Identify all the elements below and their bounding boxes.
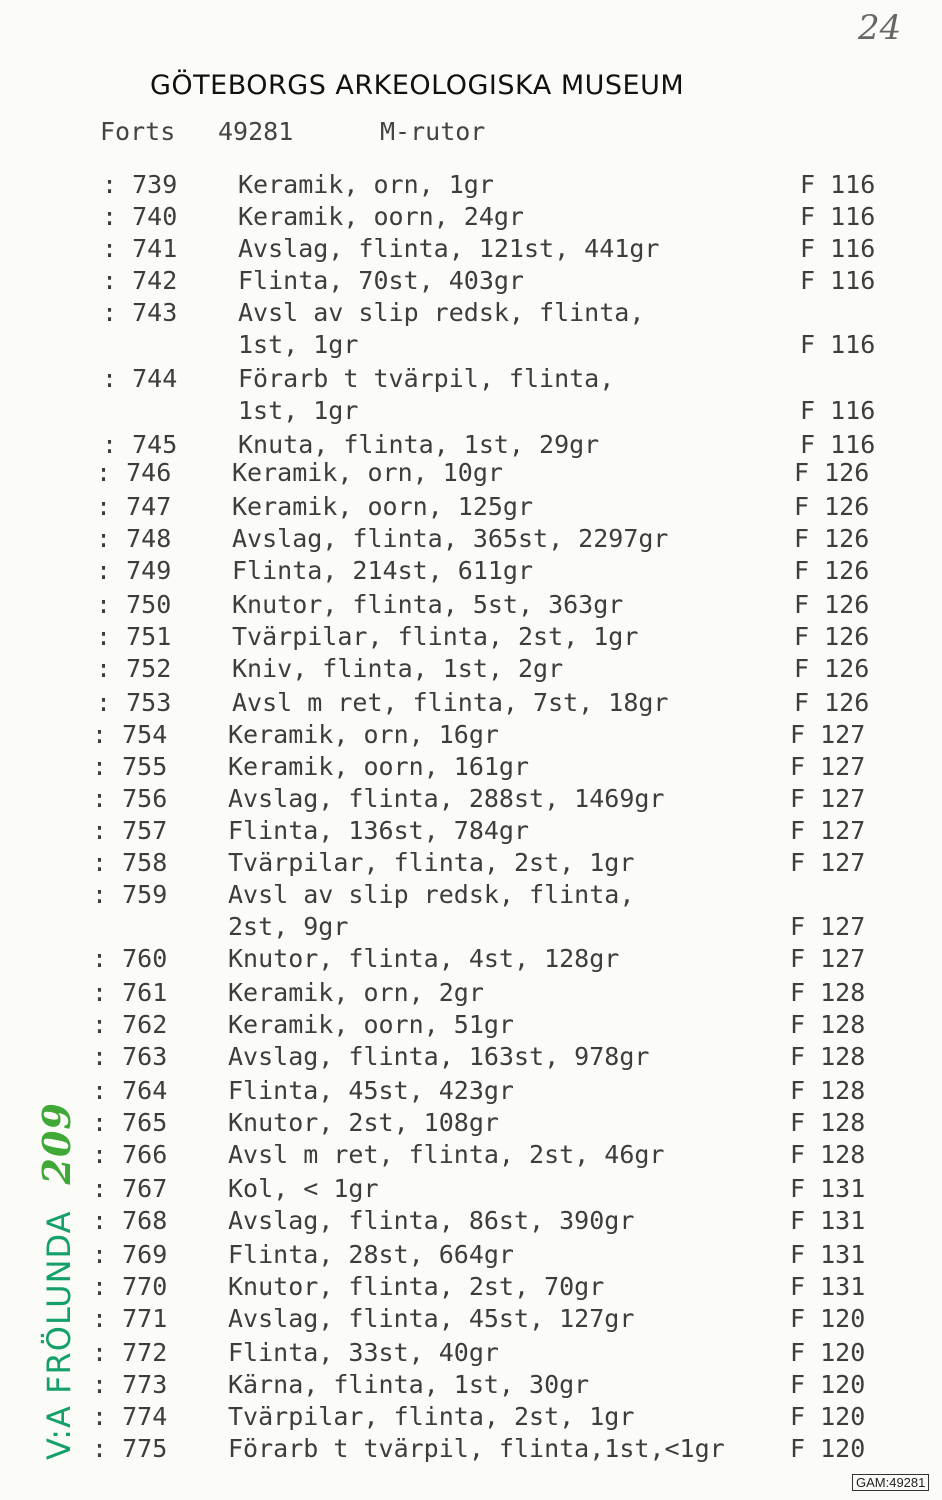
site-name: V:A FRÖLUNDA	[40, 1210, 78, 1460]
entry-number: : 772	[92, 1338, 168, 1367]
entry-number: : 758	[92, 848, 168, 877]
entry-shelf: F 126	[794, 524, 870, 553]
entry-description: Avslag, flinta, 163st, 978gr	[228, 1042, 650, 1071]
inventory-number: 49281	[218, 117, 294, 146]
entry-number: : 764	[92, 1076, 168, 1105]
entry-number: : 775	[92, 1434, 168, 1463]
entry-description: Tvärpilar, flinta, 2st, 1gr	[228, 848, 635, 877]
entry-shelf: F 127	[790, 784, 866, 813]
entry-number: : 762	[92, 1010, 168, 1039]
entry-description: Knutor, flinta, 4st, 128gr	[228, 944, 620, 973]
entry-number: : 769	[92, 1240, 168, 1269]
entry-number: : 739	[102, 170, 178, 199]
entry-number: : 742	[102, 266, 178, 295]
forts-label: Forts	[100, 117, 176, 146]
entry-row	[0, 330, 942, 362]
entry-description: Keramik, orn, 10gr	[232, 458, 503, 487]
entry-description: Avsl m ret, flinta, 7st, 18gr	[232, 688, 669, 717]
entry-description: Avsl av slip redsk, flinta,	[228, 880, 635, 909]
site-label	[34, 1102, 79, 1460]
entry-shelf: F 120	[790, 1402, 866, 1431]
entry-row	[0, 720, 942, 752]
entry-description: Avslag, flinta, 86st, 390gr	[228, 1206, 635, 1235]
entry-row	[0, 688, 942, 720]
entry-number: : 748	[96, 524, 172, 553]
entry-number: : 760	[92, 944, 168, 973]
entry-description: Flinta, 214st, 611gr	[232, 556, 534, 585]
entry-description: Avsl av slip redsk, flinta,	[238, 298, 645, 327]
entry-description: Kol, < 1gr	[228, 1174, 379, 1203]
entry-shelf: F 126	[794, 458, 870, 487]
entry-description: Keramik, oorn, 125gr	[232, 492, 534, 521]
entry-row	[0, 1174, 942, 1206]
entry-number: : 759	[92, 880, 168, 909]
entry-row	[0, 170, 942, 202]
entry-row	[0, 396, 942, 428]
entry-shelf: F 127	[790, 848, 866, 877]
entry-shelf: F 128	[790, 1108, 866, 1137]
entry-number: : 752	[96, 654, 172, 683]
entry-row	[0, 590, 942, 622]
entry-shelf: F 131	[790, 1206, 866, 1235]
entry-number: : 773	[92, 1370, 168, 1399]
entry-number: : 761	[92, 978, 168, 1007]
entry-row	[0, 524, 942, 556]
entry-description: Keramik, oorn, 24gr	[238, 202, 524, 231]
entry-number: : 757	[92, 816, 168, 845]
entry-row	[0, 622, 942, 654]
entry-shelf: F 126	[794, 622, 870, 651]
entry-description: Avslag, flinta, 288st, 1469gr	[228, 784, 665, 813]
entry-row	[0, 266, 942, 298]
entry-shelf: F 131	[790, 1272, 866, 1301]
entry-row	[0, 458, 942, 490]
entry-shelf: F 127	[790, 720, 866, 749]
entry-row	[0, 1108, 942, 1140]
entry-shelf: F 126	[794, 590, 870, 619]
entry-shelf: F 126	[794, 688, 870, 717]
entry-row	[0, 978, 942, 1010]
entry-number: : 741	[102, 234, 178, 263]
entry-description: Kniv, flinta, 1st, 2gr	[232, 654, 564, 683]
entry-description: Avslag, flinta, 365st, 2297gr	[232, 524, 669, 553]
entry-description: Avslag, flinta, 45st, 127gr	[228, 1304, 635, 1333]
entry-row	[0, 880, 942, 912]
entry-row	[0, 1140, 942, 1172]
entry-description: Flinta, 136st, 784gr	[228, 816, 530, 845]
entry-description: Flinta, 45st, 423gr	[228, 1076, 514, 1105]
page-number: 24	[858, 8, 902, 48]
entry-row	[0, 1042, 942, 1074]
entry-shelf: F 116	[800, 266, 876, 295]
entry-row	[0, 364, 942, 396]
entry-shelf: F 127	[790, 752, 866, 781]
entry-shelf: F 131	[790, 1240, 866, 1269]
entry-number: : 749	[96, 556, 172, 585]
entry-description: Flinta, 70st, 403gr	[238, 266, 524, 295]
entry-row	[0, 912, 942, 944]
entry-number: : 763	[92, 1042, 168, 1071]
entry-number: : 768	[92, 1206, 168, 1235]
entry-description: Keramik, orn, 2gr	[228, 978, 484, 1007]
entry-description: Keramik, oorn, 51gr	[228, 1010, 514, 1039]
entry-row	[0, 1304, 942, 1336]
entry-number: : 743	[102, 298, 178, 327]
entry-description: Förarb t tvärpil, flinta,	[238, 364, 615, 393]
entry-shelf: F 120	[790, 1338, 866, 1367]
entry-number: : 740	[102, 202, 178, 231]
entry-shelf: F 120	[790, 1304, 866, 1333]
entry-number: : 754	[92, 720, 168, 749]
entry-number: : 750	[96, 590, 172, 619]
entry-row	[0, 1010, 942, 1042]
entry-number: : 765	[92, 1108, 168, 1137]
entry-number: : 747	[96, 492, 172, 521]
entry-number: : 746	[96, 458, 172, 487]
entry-row	[0, 784, 942, 816]
entry-number: : 756	[92, 784, 168, 813]
entry-description: Keramik, orn, 16gr	[228, 720, 499, 749]
entry-description: 2st, 9gr	[228, 912, 349, 941]
entry-number: : 767	[92, 1174, 168, 1203]
entry-number: : 745	[102, 430, 178, 459]
entry-shelf: F 116	[800, 330, 876, 359]
entry-row	[0, 234, 942, 266]
entry-row	[0, 1402, 942, 1434]
area-label: M-rutor	[380, 117, 486, 146]
entry-description: Keramik, orn, 1gr	[238, 170, 494, 199]
entry-number: : 770	[92, 1272, 168, 1301]
entry-shelf: F 116	[800, 430, 876, 459]
entry-shelf: F 116	[800, 202, 876, 231]
entry-shelf: F 131	[790, 1174, 866, 1203]
entry-row	[0, 1434, 942, 1466]
entry-shelf: F 116	[800, 170, 876, 199]
entry-number: : 753	[96, 688, 172, 717]
entry-row	[0, 556, 942, 588]
entry-row	[0, 1076, 942, 1108]
entry-description: Keramik, oorn, 161gr	[228, 752, 530, 781]
entry-shelf: F 126	[794, 556, 870, 585]
entry-number: : 771	[92, 1304, 168, 1333]
entry-description: 1st, 1gr	[238, 396, 359, 425]
entry-description: Flinta, 28st, 664gr	[228, 1240, 514, 1269]
entry-row	[0, 654, 942, 686]
entry-row	[0, 1272, 942, 1304]
entry-shelf: F 116	[800, 396, 876, 425]
entry-row	[0, 1338, 942, 1370]
entry-number: : 755	[92, 752, 168, 781]
entry-description: Flinta, 33st, 40gr	[228, 1338, 499, 1367]
entry-description: Tvärpilar, flinta, 2st, 1gr	[232, 622, 639, 651]
entry-number: : 774	[92, 1402, 168, 1431]
entry-shelf: F 127	[790, 944, 866, 973]
entry-description: Förarb t tvärpil, flinta,1st,<1gr	[228, 1434, 725, 1463]
entry-shelf: F 128	[790, 1042, 866, 1071]
entry-row	[0, 1240, 942, 1272]
entry-number: : 751	[96, 622, 172, 651]
entry-shelf: F 120	[790, 1370, 866, 1399]
entry-shelf: F 126	[794, 654, 870, 683]
entry-shelf: F 128	[790, 1076, 866, 1105]
entry-description: Knutor, 2st, 108gr	[228, 1108, 499, 1137]
entry-shelf: F 120	[790, 1434, 866, 1463]
entry-shelf: F 128	[790, 1140, 866, 1169]
entry-row	[0, 816, 942, 848]
entry-row	[0, 752, 942, 784]
entry-row	[0, 202, 942, 234]
entry-number: : 744	[102, 364, 178, 393]
entry-row	[0, 848, 942, 880]
entry-shelf: F 116	[800, 234, 876, 263]
entry-shelf: F 126	[794, 492, 870, 521]
entry-row	[0, 1370, 942, 1402]
entry-description: 1st, 1gr	[238, 330, 359, 359]
entry-shelf: F 127	[790, 912, 866, 941]
entry-description: Knuta, flinta, 1st, 29gr	[238, 430, 600, 459]
entry-description: Knutor, flinta, 5st, 363gr	[232, 590, 624, 619]
entry-number: : 766	[92, 1140, 168, 1169]
entry-shelf: F 128	[790, 1010, 866, 1039]
entry-row	[0, 944, 942, 976]
entry-description: Knutor, flinta, 2st, 70gr	[228, 1272, 605, 1301]
handwritten-number: 209	[34, 1102, 79, 1185]
entry-row	[0, 298, 942, 330]
entry-description: Kärna, flinta, 1st, 30gr	[228, 1370, 590, 1399]
archive-id-stamp: GAM:49281	[852, 1474, 929, 1491]
entry-description: Avslag, flinta, 121st, 441gr	[238, 234, 660, 263]
museum-header: GÖTEBORGS ARKEOLOGISKA MUSEUM	[150, 70, 685, 101]
entry-row	[0, 492, 942, 524]
entry-shelf: F 127	[790, 816, 866, 845]
entry-row	[0, 1206, 942, 1238]
entry-description: Tvärpilar, flinta, 2st, 1gr	[228, 1402, 635, 1431]
entry-shelf: F 128	[790, 978, 866, 1007]
entry-description: Avsl m ret, flinta, 2st, 46gr	[228, 1140, 665, 1169]
